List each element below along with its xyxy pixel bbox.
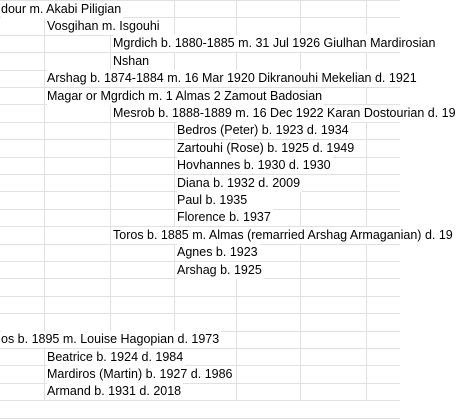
- cell[interactable]: Florence b. 1937: [177, 210, 271, 224]
- cell[interactable]: Diana b. 1932 d. 2009: [177, 176, 301, 190]
- cell[interactable]: Agnes b. 1923: [177, 245, 258, 259]
- cell[interactable]: Mesrob b. 1888-1889 m. 16 Dec 1922 Karan Dostourian d. 19: [113, 106, 456, 120]
- column-gridline: [366, 0, 367, 400]
- cell[interactable]: Mardiros (Martin) b. 1927 d. 1986: [47, 367, 233, 381]
- row-gridline: [0, 313, 400, 314]
- cell[interactable]: Hovhannes b. 1930 d. 1930: [177, 158, 331, 172]
- cell[interactable]: Arshag b. 1874-1884 m. 16 Mar 1920 Dikranouhi Mekelian d. 1921: [47, 71, 417, 85]
- cell[interactable]: Beatrice b. 1924 d. 1984: [47, 350, 184, 364]
- cell[interactable]: os b. 1895 m. Louise Hagopian d. 1973: [1, 332, 220, 346]
- cell[interactable]: Bedros (Peter) b. 1923 d. 1934: [177, 123, 349, 137]
- column-gridline: [300, 0, 301, 400]
- cell[interactable]: Arshag b. 1925: [177, 263, 262, 277]
- cell[interactable]: Nshan: [113, 54, 150, 68]
- cell[interactable]: Toros b. 1885 m. Almas (remarried Arshag Armaganian) d. 19: [113, 228, 453, 242]
- cell[interactable]: Vosgihan m. Isgouhi: [47, 19, 160, 33]
- cell[interactable]: Magar or Mgrdich m. 1 Almas 2 Zamout Badosian: [47, 89, 323, 103]
- cell[interactable]: Zartouhi (Rose) b. 1925 d. 1949: [177, 141, 355, 155]
- cell[interactable]: Paul b. 1935: [177, 193, 248, 207]
- row-gridline: [0, 296, 400, 297]
- cell[interactable]: dour m. Akabi Piligian: [1, 2, 122, 16]
- row-gridline: [0, 52, 400, 53]
- cell[interactable]: Mgrdich b. 1880-1885 m. 31 Jul 1926 Giulhan Mardirosian: [113, 36, 436, 50]
- row-gridline: [0, 400, 400, 401]
- cell[interactable]: Armand b. 1931 d. 2018: [47, 384, 182, 398]
